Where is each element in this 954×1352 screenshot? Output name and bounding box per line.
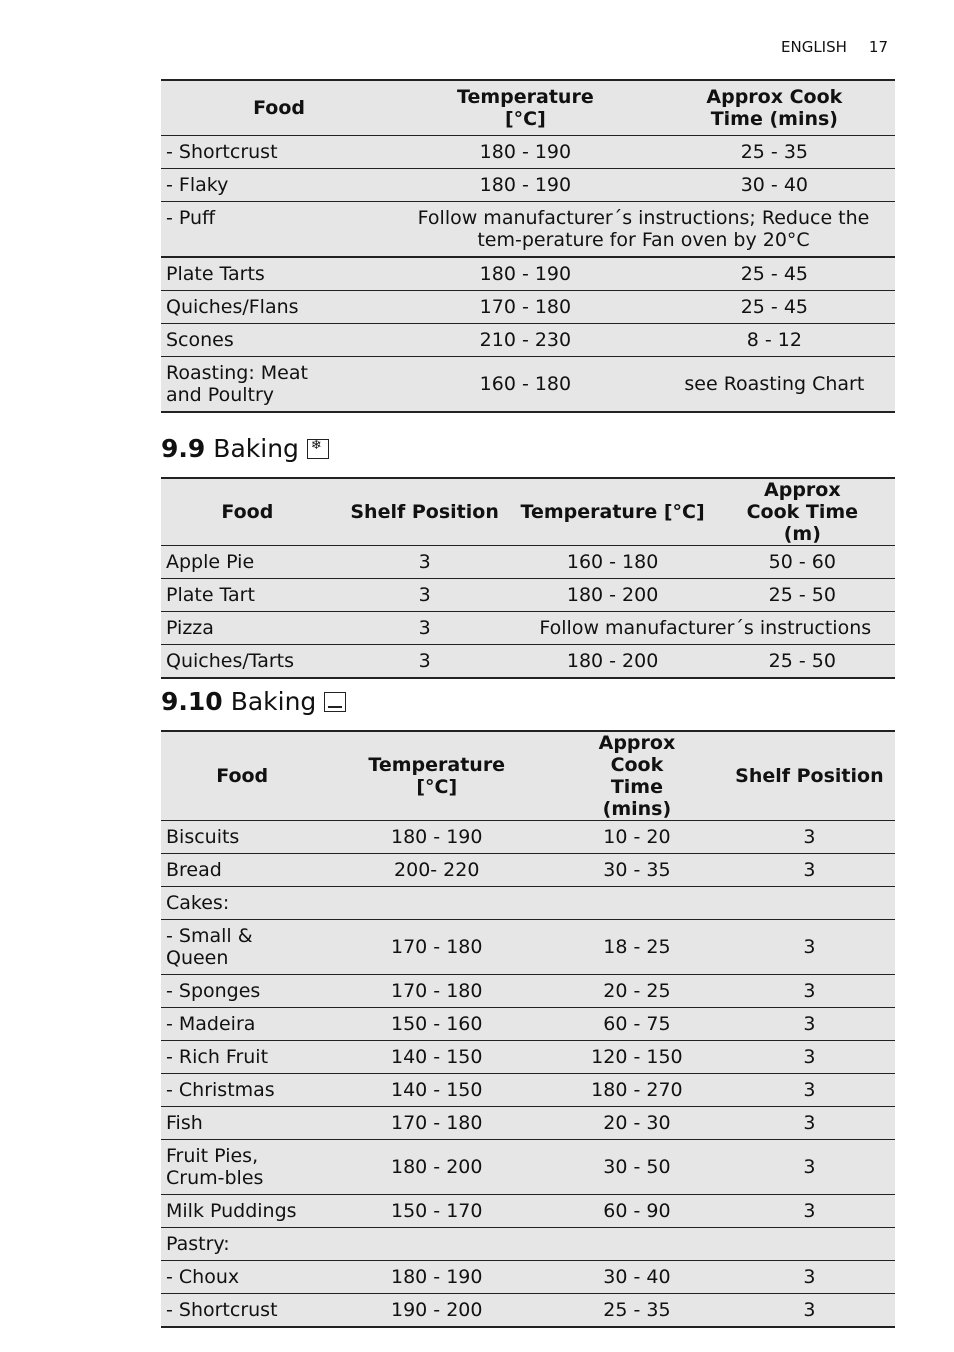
table-row xyxy=(161,257,895,291)
cell-shelf: 3 xyxy=(803,1156,816,1178)
cell-food: Roasting: Meat and Poultry xyxy=(166,361,308,406)
cell-shelf: 3 xyxy=(803,936,816,958)
cell-cook-time: 20 - 30 xyxy=(603,1112,671,1134)
cell-food: Apple Pie xyxy=(166,551,255,573)
cell-temperature: 150 - 160 xyxy=(391,1013,483,1035)
table-row xyxy=(161,1261,895,1294)
cell-food: Plate Tarts xyxy=(166,262,265,285)
page-number: 17 xyxy=(868,38,888,56)
cell-food: Scones xyxy=(166,328,234,351)
table-row xyxy=(161,612,895,645)
cell-food: Plate Tart xyxy=(166,584,255,606)
cell-food: Fish xyxy=(166,1112,203,1134)
cell-cook-time: 30 - 40 xyxy=(740,173,808,196)
cell-shelf: 3 xyxy=(803,1112,816,1134)
cell-temperature: 180 - 190 xyxy=(479,173,572,196)
col-header-temperature: Temperature [°C] xyxy=(457,85,594,130)
cell-shelf: 3 xyxy=(803,859,816,881)
cell-cook-time: 25 - 35 xyxy=(740,140,808,163)
table-row xyxy=(161,854,895,887)
cell-food: Bread xyxy=(166,859,222,881)
table-row xyxy=(161,579,895,612)
cell-cook-time: 10 - 20 xyxy=(603,826,671,848)
table-row xyxy=(161,1008,895,1041)
cell-shelf: 3 xyxy=(803,980,816,1002)
cell-shelf: 3 xyxy=(803,826,816,848)
col-header-food: Food xyxy=(221,501,274,523)
cell-category: Pastry: xyxy=(166,1233,230,1255)
table-row xyxy=(161,201,895,257)
cell-temperature: 180 - 190 xyxy=(479,262,572,285)
cell-temperature: 180 - 200 xyxy=(566,650,659,672)
section-title: Baking xyxy=(230,687,317,716)
cell-food: Biscuits xyxy=(166,826,240,848)
cell-cook-time: 18 - 25 xyxy=(603,936,671,958)
cell-temperature: 200- 220 xyxy=(394,859,480,881)
cell-food: - Rich Fruit xyxy=(166,1046,269,1068)
cell-cook-time: 20 - 25 xyxy=(603,980,671,1002)
cell-cook-time: 60 - 90 xyxy=(603,1200,671,1222)
cell-cook-time: 25 - 50 xyxy=(768,584,836,606)
cell-temperature: 170 - 180 xyxy=(391,936,483,958)
cell-instructions: Follow manufacturer´s instructions xyxy=(539,617,872,639)
table-row xyxy=(161,975,895,1008)
cell-cook-time: 180 - 270 xyxy=(591,1079,683,1101)
section-heading-9-10 xyxy=(161,687,346,716)
cell-shelf: 3 xyxy=(803,1079,816,1101)
cell-temperature: 170 - 180 xyxy=(391,1112,483,1134)
cell-cook-time: see Roasting Chart xyxy=(684,372,865,395)
cell-cook-time: 30 - 50 xyxy=(603,1156,671,1178)
cell-temperature: 180 - 190 xyxy=(391,1266,483,1288)
fan-oven-icon xyxy=(307,439,329,459)
cell-cook-time: 25 - 45 xyxy=(740,262,808,285)
table-row xyxy=(161,1294,895,1328)
col-header-food: Food xyxy=(253,96,305,119)
table-row xyxy=(161,1140,895,1195)
table-row xyxy=(161,1107,895,1140)
table-header-row xyxy=(161,731,895,821)
page-header xyxy=(781,38,888,56)
cell-cook-time: 25 - 45 xyxy=(740,295,808,318)
cell-temperature: 170 - 180 xyxy=(479,295,572,318)
cell-food: - Madeira xyxy=(166,1013,256,1035)
section-number: 9.10 xyxy=(161,687,223,716)
cell-temperature: 140 - 150 xyxy=(391,1046,483,1068)
col-header-cook-time: Approx Cook Time (m) xyxy=(746,479,859,545)
cell-food: Quiches/Flans xyxy=(166,295,299,318)
table-row xyxy=(161,821,895,854)
cell-food: - Choux xyxy=(166,1266,240,1288)
cell-temperature: 190 - 200 xyxy=(391,1299,483,1321)
cell-temperature: 180 - 200 xyxy=(566,584,659,606)
cell-shelf: 3 xyxy=(418,617,431,639)
table-row xyxy=(161,1074,895,1107)
cell-cook-time: 50 - 60 xyxy=(768,551,836,573)
cell-food: - Puff xyxy=(166,206,216,229)
cell-food: Fruit Pies, Crum-bles xyxy=(166,1145,264,1189)
table-row xyxy=(161,887,895,920)
cell-cook-time: 25 - 35 xyxy=(603,1299,671,1321)
cell-food: - Shortcrust xyxy=(166,140,278,163)
cell-cook-time: 8 - 12 xyxy=(746,328,802,351)
table-row xyxy=(161,645,895,679)
cell-cook-time: 30 - 40 xyxy=(603,1266,671,1288)
col-header-temperature: Temperature [°C] xyxy=(368,754,506,798)
cell-food: - Shortcrust xyxy=(166,1299,278,1321)
cell-temperature: 210 - 230 xyxy=(479,328,572,351)
cell-shelf: 3 xyxy=(803,1266,816,1288)
col-header-food: Food xyxy=(216,765,269,787)
table-row xyxy=(161,168,895,201)
cell-food: - Sponges xyxy=(166,980,261,1002)
cell-temperature: 180 - 190 xyxy=(479,140,572,163)
pastry-table xyxy=(161,79,895,413)
conventional-oven-icon xyxy=(324,692,346,712)
baking-fan-table xyxy=(161,477,895,679)
cell-shelf: 3 xyxy=(418,551,431,573)
cell-shelf: 3 xyxy=(803,1013,816,1035)
cell-temperature: 160 - 180 xyxy=(566,551,659,573)
table-row xyxy=(161,1195,895,1228)
cell-food: Quiches/Tarts xyxy=(166,650,295,672)
table-row xyxy=(161,290,895,323)
cell-category: Cakes: xyxy=(166,892,230,914)
section-title: Baking xyxy=(213,434,299,463)
cell-food: - Small & Queen xyxy=(166,925,253,969)
cell-shelf: 3 xyxy=(803,1299,816,1321)
cell-temperature: 180 - 190 xyxy=(391,826,483,848)
cell-temperature: 180 - 200 xyxy=(391,1156,483,1178)
cell-food: Pizza xyxy=(166,617,214,639)
cell-food: Milk Puddings xyxy=(166,1200,297,1222)
cell-food: - Christmas xyxy=(166,1079,275,1101)
table-row xyxy=(161,1041,895,1074)
table-row xyxy=(161,1228,895,1261)
cell-cook-time: 60 - 75 xyxy=(603,1013,671,1035)
cell-food: - Flaky xyxy=(166,173,229,196)
table-row xyxy=(161,323,895,356)
table-row xyxy=(161,546,895,579)
section-heading-9-9 xyxy=(161,434,329,463)
cell-shelf: 3 xyxy=(803,1200,816,1222)
col-header-temperature: Temperature [°C] xyxy=(520,501,705,523)
col-header-cook-time: Approx Cook Time (mins) xyxy=(706,85,843,130)
col-header-shelf: Shelf Position xyxy=(735,765,884,787)
table-row xyxy=(161,356,895,412)
col-header-shelf: Shelf Position xyxy=(350,501,499,523)
table-header-row xyxy=(161,80,895,135)
table-header-row xyxy=(161,478,895,546)
cell-temperature: 170 - 180 xyxy=(391,980,483,1002)
cell-cook-time: 120 - 150 xyxy=(591,1046,683,1068)
cell-shelf: 3 xyxy=(803,1046,816,1068)
cell-shelf: 3 xyxy=(418,584,431,606)
table-row xyxy=(161,920,895,975)
cell-temperature: 150 - 170 xyxy=(391,1200,483,1222)
cell-cook-time: 30 - 35 xyxy=(603,859,671,881)
cell-temperature: 160 - 180 xyxy=(479,372,572,395)
col-header-cook-time: Approx Cook Time (mins) xyxy=(598,732,676,820)
table-row xyxy=(161,135,895,168)
cell-temperature: 140 - 150 xyxy=(391,1079,483,1101)
cell-cook-time: 25 - 50 xyxy=(768,650,836,672)
cell-instructions: Follow manufacturer´s instructions; Reduce the tem-perature for Fan oven by 20°C xyxy=(417,206,870,251)
cell-shelf: 3 xyxy=(418,650,431,672)
baking-conventional-table xyxy=(161,730,895,1328)
header-language: ENGLISH xyxy=(781,38,847,56)
section-number: 9.9 xyxy=(161,434,206,463)
